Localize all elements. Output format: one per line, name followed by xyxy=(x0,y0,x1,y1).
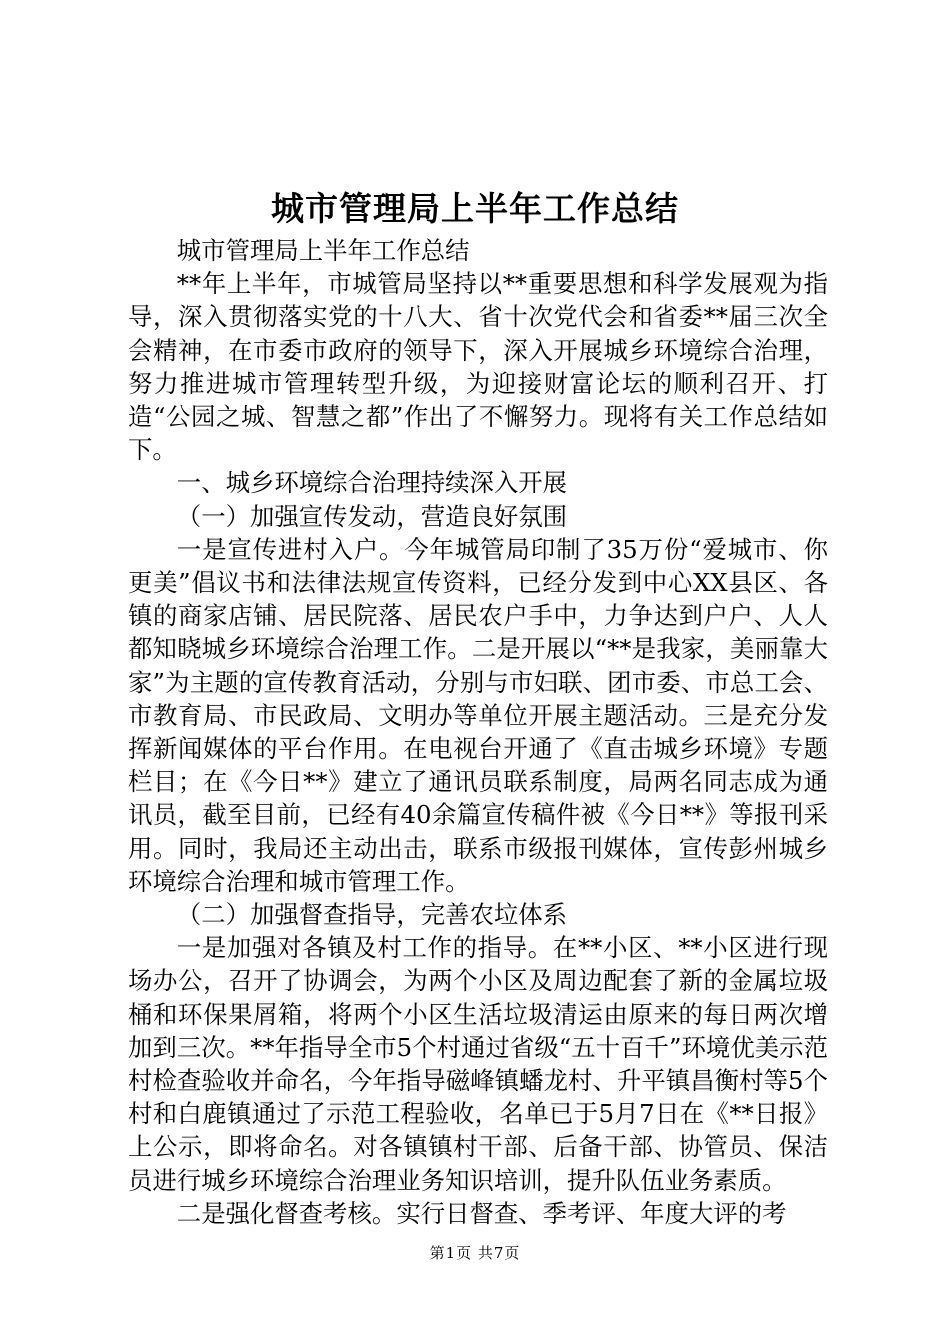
document-body xyxy=(128,234,828,1230)
paragraph-intro: **年上半年，市城管局坚持以**重要思想和科学发展观为指导，深入贯彻落实党的十八大、省十次党代会和省委**届三次全会精神，在市委市政府的领导下，深入开展城乡环境综合治理，努力推进城市管理转型升级，为迎接财富论坛的顺利召开、打造“公园之城、智慧之都”作出了不懈努力。现将有关工作总结如下。 xyxy=(128,269,828,465)
document-title: 城市管理局上半年工作总结 xyxy=(271,189,679,228)
subsection-heading-2: （二）加强督查指导，完善农垃体系 xyxy=(176,900,568,930)
subsection-heading-1: （一）加强宣传发动，营造良好氛围 xyxy=(176,501,568,531)
page-number-footer: 第1页 共7页 xyxy=(429,1244,521,1262)
paragraph-inspection: 二是强化督查考核。实行日督查、季考评、年度大评的考 xyxy=(176,1198,787,1228)
paragraph-publicity: 一是宣传进村入户。今年城管局印制了35万份“爱城市、你更美”倡议书和法律法规宣传资料，已经分发到中心XX县区、各镇的商家店铺、居民院落、居民农户手中，力争达到户户、人人都知晓城乡环境综合治理工作。二是开展以“**是我家，美丽靠大家”为主题的宣传教育活动，分别与市妇联、团市委、市总工会、市教育局、市民政局、文明办等单位开展主题活动。三是充分发挥新闻媒体的平台作用。在电视台开通了《直击城乡环境》专题栏目；在《今日**》建立了通讯员联系制度，局两名同志成为通讯员，截至目前，已经有40余篇宣传稿件被《今日**》等报刊采用。同时，我局还主动出击，联系市级报刊媒体，宣传彭州城乡环境综合治理和城市管理工作。 xyxy=(128,534,828,896)
paragraph-guidance: 一是加强对各镇及村工作的指导。在**小区、**小区进行现场办公，召开了协调会，为两个小区及周边配套了新的金属垃圾桶和环保果屑箱，将两个小区生活垃圾清运由原来的每日两次增加到三次。**年指导全市5个村通过省级“五十百千”环境优美示范村检查验收并命名，今年指导磁峰镇蟠龙村、升平镇昌衡村等5个村和白鹿镇通过了示范工程验收，名单已于5月7日在《**日报》上公示，即将命名。对各镇镇村干部、后备干部、协管员、保洁员进行城乡环境综合治理业务知识培训，提升队伍业务素质。 xyxy=(128,933,828,1195)
paragraph-subtitle: 城市管理局上半年工作总结 xyxy=(176,236,470,265)
section-heading-1: 一、城乡环境综合治理持续深入开展 xyxy=(176,468,568,498)
